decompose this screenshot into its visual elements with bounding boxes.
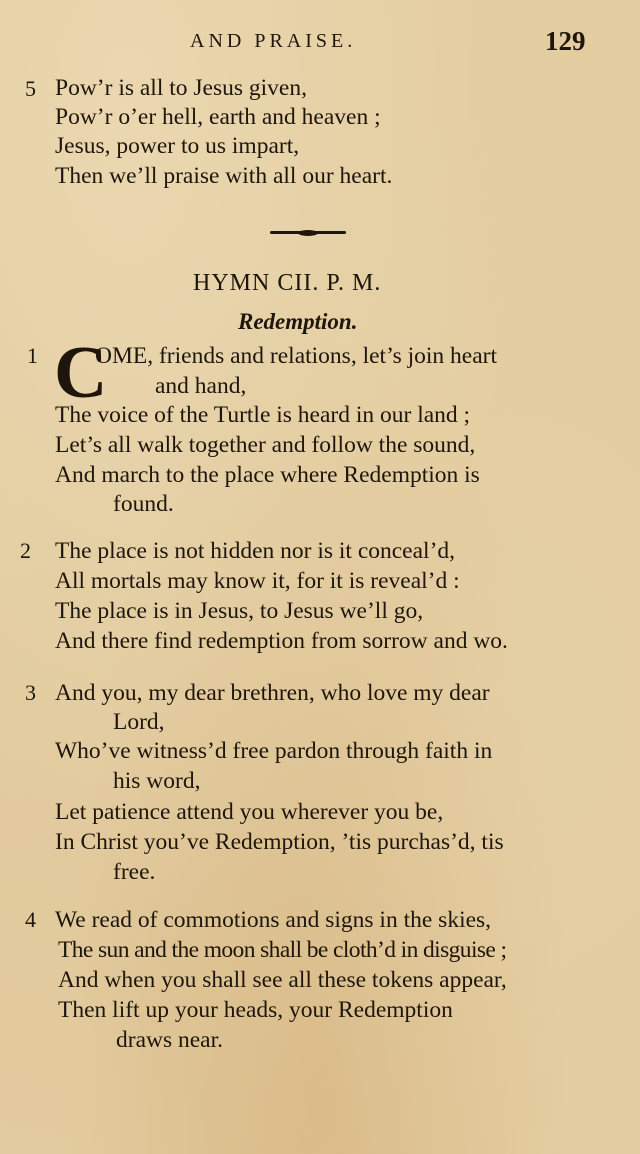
verse-line: All mortals may know it, for it is reveal’d : bbox=[55, 568, 460, 594]
hymn-title: HYMN CII. P. M. bbox=[193, 270, 382, 296]
verse-number: 1 bbox=[27, 343, 38, 368]
verse-line: We read of commotions and signs in the skies, bbox=[55, 907, 492, 933]
verse-line: The place is in Jesus, to Jesus we’ll go, bbox=[55, 598, 424, 624]
running-head: AND PRAISE. bbox=[190, 30, 357, 52]
verse-line: Lord, bbox=[113, 709, 165, 735]
verse-line: draws near. bbox=[116, 1027, 224, 1053]
verse-line: And you, my dear brethren, who love my dear bbox=[55, 680, 490, 706]
verse-line: And when you shall see all these tokens appear, bbox=[58, 967, 507, 993]
verse-line: Let’s all walk together and follow the sound, bbox=[55, 432, 476, 458]
page-number: 129 bbox=[545, 26, 586, 56]
verse-line: and hand, bbox=[155, 373, 247, 399]
verse-line: And there find redemption from sorrow and wo. bbox=[55, 628, 508, 654]
verse-line: Let patience attend you wherever you be, bbox=[55, 799, 444, 825]
verse-line: The sun and the moon shall be cloth’d in disguise ; bbox=[58, 937, 507, 963]
verse-line: And march to the place where Redemption is bbox=[55, 462, 480, 488]
verse-line: Jesus, power to us impart, bbox=[55, 133, 300, 159]
verse-line: OME, friends and relations, let’s join heart bbox=[95, 343, 498, 369]
verse-line: The voice of the Turtle is heard in our land ; bbox=[55, 402, 471, 428]
verse-number: 4 bbox=[25, 907, 36, 932]
verse-line: In Christ you’ve Redemption, ’tis purchas’d, tis bbox=[55, 829, 504, 855]
verse-number: 5 bbox=[25, 76, 36, 101]
verse-line: Pow’r o’er hell, earth and heaven ; bbox=[55, 104, 381, 130]
verse-number: 3 bbox=[25, 680, 36, 705]
section-divider-rule bbox=[270, 231, 346, 234]
verse-line: Pow’r is all to Jesus given, bbox=[55, 75, 307, 101]
verse-line: free. bbox=[113, 859, 156, 885]
verse-line: found. bbox=[113, 491, 174, 517]
verse-line: The place is not hidden nor is it conceal’d, bbox=[55, 538, 456, 564]
verse-line: his word, bbox=[113, 768, 201, 794]
verse-line: Then lift up your heads, your Redemption bbox=[58, 997, 453, 1023]
hymn-subtitle: Redemption. bbox=[238, 309, 358, 334]
drop-cap: C bbox=[54, 332, 108, 414]
verse-number: 2 bbox=[20, 538, 31, 563]
verse-line: Then we’ll praise with all our heart. bbox=[55, 163, 393, 189]
verse-line: Who’ve witness’d free pardon through faith in bbox=[55, 738, 493, 764]
